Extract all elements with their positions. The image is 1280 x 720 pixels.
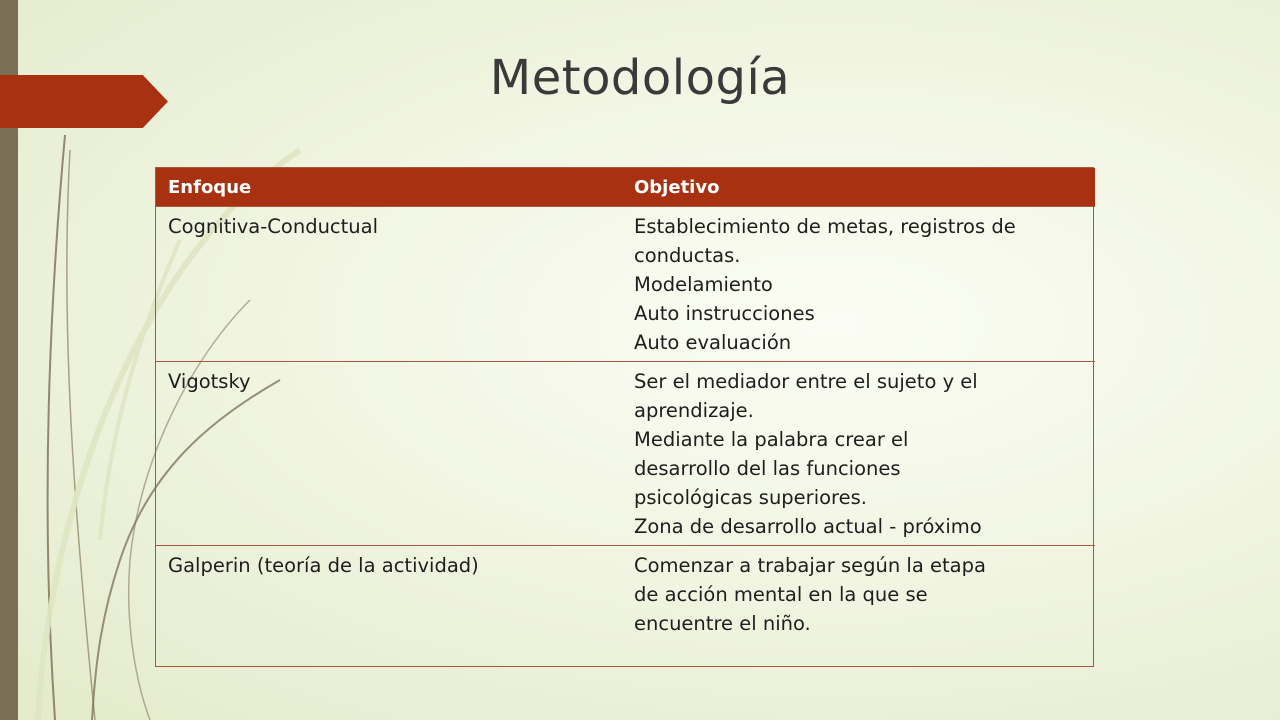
objetivo-line: psicológicas superiores. bbox=[634, 486, 867, 509]
objetivo-line: aprendizaje. bbox=[634, 399, 754, 422]
objetivo-line: de acción mental en la que se bbox=[634, 583, 928, 606]
objetivo-line: encuentre el niño. bbox=[634, 612, 811, 635]
methodology-table bbox=[155, 167, 1094, 667]
enfoque-cell: Cognitiva-Conductual bbox=[156, 207, 622, 362]
objetivo-cell bbox=[622, 362, 1095, 546]
table-row bbox=[156, 546, 1095, 667]
objetivo-line: Auto evaluación bbox=[634, 331, 792, 354]
header-objetivo: Objetivo bbox=[622, 168, 1095, 207]
objetivo-line: Modelamiento bbox=[634, 273, 773, 296]
objetivo-line: Mediante la palabra crear el bbox=[634, 428, 909, 451]
objetivo-line: desarrollo del las funciones bbox=[634, 457, 901, 480]
page-title: Metodología bbox=[489, 50, 791, 106]
objetivo-line: Zona de desarrollo actual - próximo bbox=[634, 515, 982, 538]
objetivo-cell bbox=[622, 207, 1095, 362]
objetivo-line: Auto instrucciones bbox=[634, 302, 815, 325]
objetivo-line: Establecimiento de metas, registros de bbox=[634, 215, 1016, 238]
header-enfoque: Enfoque bbox=[156, 168, 622, 207]
enfoque-cell: Galperin (teoría de la actividad) bbox=[156, 546, 622, 667]
table-row bbox=[156, 362, 1095, 546]
enfoque-cell: Vigotsky bbox=[156, 362, 622, 546]
objetivo-cell bbox=[622, 546, 1095, 667]
objetivo-line: Comenzar a trabajar según la etapa bbox=[634, 554, 986, 577]
objetivo-line: Ser el mediador entre el sujeto y el bbox=[634, 370, 978, 393]
table-row bbox=[156, 207, 1095, 362]
objetivo-line: conductas. bbox=[634, 244, 741, 267]
table-header-row bbox=[156, 168, 1095, 207]
